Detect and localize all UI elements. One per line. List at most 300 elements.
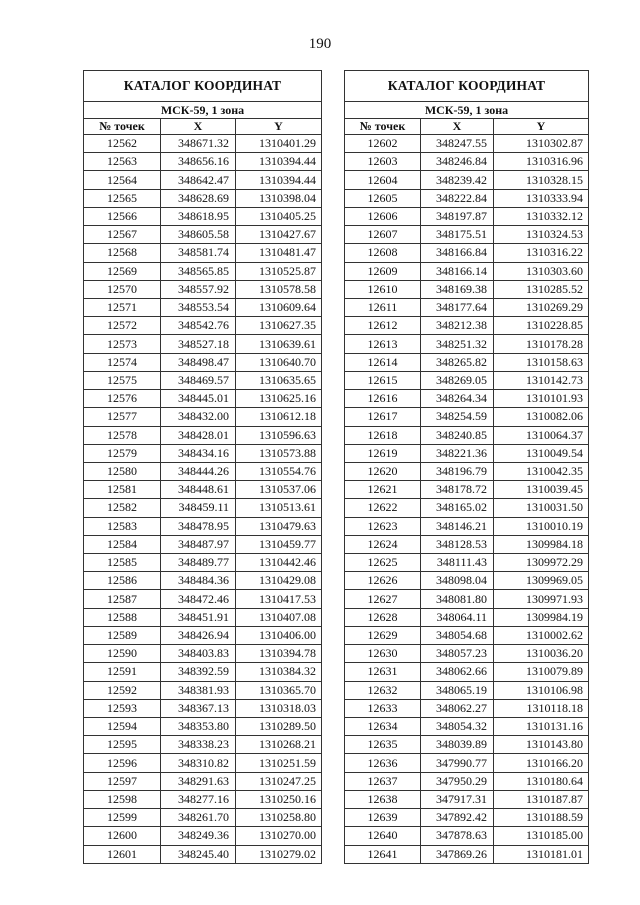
x-coordinate-cell: 348251.32 bbox=[421, 335, 494, 353]
x-coordinate-cell: 348469.57 bbox=[161, 371, 236, 389]
y-coordinate-cell: 1310525.87 bbox=[236, 262, 322, 280]
y-coordinate-cell: 1310079.89 bbox=[494, 663, 589, 681]
x-coordinate-cell: 348445.01 bbox=[161, 390, 236, 408]
table-row bbox=[345, 298, 589, 316]
point-number-cell: 12641 bbox=[345, 845, 421, 863]
x-coordinate-cell: 348177.64 bbox=[421, 298, 494, 316]
point-number-cell: 12621 bbox=[345, 481, 421, 499]
y-coordinate-cell: 1309984.18 bbox=[494, 535, 589, 553]
y-coordinate-cell: 1309971.93 bbox=[494, 590, 589, 608]
point-number-cell: 12589 bbox=[84, 626, 161, 644]
point-number-cell: 12574 bbox=[84, 353, 161, 371]
table-row bbox=[84, 335, 322, 353]
table-row bbox=[84, 681, 322, 699]
x-coordinate-cell: 348249.36 bbox=[161, 827, 236, 845]
table-row bbox=[84, 135, 322, 153]
point-number-cell: 12617 bbox=[345, 408, 421, 426]
y-coordinate-cell: 1310166.20 bbox=[494, 754, 589, 772]
x-coordinate-cell: 348165.02 bbox=[421, 499, 494, 517]
table-row bbox=[345, 790, 589, 808]
y-coordinate-cell: 1310384.32 bbox=[236, 663, 322, 681]
x-coordinate-cell: 348489.77 bbox=[161, 554, 236, 572]
table-row bbox=[84, 499, 322, 517]
table-row bbox=[345, 554, 589, 572]
table-row bbox=[84, 845, 322, 863]
y-coordinate-cell: 1310082.06 bbox=[494, 408, 589, 426]
y-coordinate-cell: 1310268.21 bbox=[236, 736, 322, 754]
x-coordinate-cell: 348169.38 bbox=[421, 280, 494, 298]
point-number-cell: 12577 bbox=[84, 408, 161, 426]
point-number-cell: 12619 bbox=[345, 444, 421, 462]
y-coordinate-cell: 1310251.59 bbox=[236, 754, 322, 772]
point-number-cell: 12566 bbox=[84, 207, 161, 225]
table-row bbox=[345, 335, 589, 353]
coordinate-system-label: МСК-59, 1 зона bbox=[345, 102, 589, 119]
point-number-cell: 12582 bbox=[84, 499, 161, 517]
y-coordinate-cell: 1310250.16 bbox=[236, 790, 322, 808]
point-number-cell: 12575 bbox=[84, 371, 161, 389]
x-coordinate-cell: 348277.16 bbox=[161, 790, 236, 808]
point-number-cell: 12628 bbox=[345, 608, 421, 626]
y-coordinate-cell: 1310158.63 bbox=[494, 353, 589, 371]
x-coordinate-cell: 348057.23 bbox=[421, 645, 494, 663]
point-number-cell: 12632 bbox=[345, 681, 421, 699]
table-row bbox=[345, 444, 589, 462]
point-number-cell: 12608 bbox=[345, 244, 421, 262]
point-number-cell: 12599 bbox=[84, 809, 161, 827]
y-coordinate-cell: 1310178.28 bbox=[494, 335, 589, 353]
y-coordinate-cell: 1310042.35 bbox=[494, 462, 589, 480]
table-row bbox=[345, 754, 589, 772]
y-coordinate-cell: 1310142.73 bbox=[494, 371, 589, 389]
point-number-cell: 12634 bbox=[345, 718, 421, 736]
point-number-cell: 12629 bbox=[345, 626, 421, 644]
point-number-cell: 12568 bbox=[84, 244, 161, 262]
x-coordinate-cell: 348381.93 bbox=[161, 681, 236, 699]
x-coordinate-cell: 348261.70 bbox=[161, 809, 236, 827]
y-coordinate-cell: 1310279.02 bbox=[236, 845, 322, 863]
table-row bbox=[84, 663, 322, 681]
y-coordinate-cell: 1310010.19 bbox=[494, 517, 589, 535]
x-coordinate-cell: 348039.89 bbox=[421, 736, 494, 754]
table-row bbox=[84, 426, 322, 444]
point-number-cell: 12588 bbox=[84, 608, 161, 626]
x-coordinate-cell: 348542.76 bbox=[161, 317, 236, 335]
x-coordinate-cell: 348197.87 bbox=[421, 207, 494, 225]
y-coordinate-cell: 1310573.88 bbox=[236, 444, 322, 462]
catalog-body bbox=[84, 135, 322, 864]
x-coordinate-cell: 348269.05 bbox=[421, 371, 494, 389]
x-coordinate-cell: 348618.95 bbox=[161, 207, 236, 225]
x-coordinate-cell: 348175.51 bbox=[421, 226, 494, 244]
point-number-cell: 12615 bbox=[345, 371, 421, 389]
y-coordinate-cell: 1310289.50 bbox=[236, 718, 322, 736]
x-coordinate-cell: 348239.42 bbox=[421, 171, 494, 189]
y-coordinate-cell: 1310269.29 bbox=[494, 298, 589, 316]
y-coordinate-cell: 1310537.06 bbox=[236, 481, 322, 499]
x-coordinate-cell: 348240.85 bbox=[421, 426, 494, 444]
table-row bbox=[345, 189, 589, 207]
table-row bbox=[345, 718, 589, 736]
point-number-cell: 12564 bbox=[84, 171, 161, 189]
y-coordinate-cell: 1310333.94 bbox=[494, 189, 589, 207]
x-coordinate-cell: 348212.38 bbox=[421, 317, 494, 335]
column-header-point-number: № точек bbox=[345, 119, 421, 135]
x-coordinate-cell: 348245.40 bbox=[161, 845, 236, 863]
point-number-cell: 12573 bbox=[84, 335, 161, 353]
column-header-x: X bbox=[161, 119, 236, 135]
table-row bbox=[84, 280, 322, 298]
x-coordinate-cell: 348484.36 bbox=[161, 572, 236, 590]
table-row bbox=[84, 790, 322, 808]
x-coordinate-cell: 348062.27 bbox=[421, 699, 494, 717]
point-number-cell: 12584 bbox=[84, 535, 161, 553]
table-row bbox=[345, 499, 589, 517]
point-number-cell: 12627 bbox=[345, 590, 421, 608]
y-coordinate-cell: 1310316.22 bbox=[494, 244, 589, 262]
x-coordinate-cell: 348338.23 bbox=[161, 736, 236, 754]
table-row bbox=[345, 153, 589, 171]
y-coordinate-cell: 1310181.01 bbox=[494, 845, 589, 863]
y-coordinate-cell: 1310625.16 bbox=[236, 390, 322, 408]
point-number-cell: 12603 bbox=[345, 153, 421, 171]
y-coordinate-cell: 1310459.77 bbox=[236, 535, 322, 553]
table-row bbox=[345, 317, 589, 335]
table-row bbox=[84, 444, 322, 462]
point-number-cell: 12581 bbox=[84, 481, 161, 499]
x-coordinate-cell: 348671.32 bbox=[161, 135, 236, 153]
point-number-cell: 12594 bbox=[84, 718, 161, 736]
point-number-cell: 12609 bbox=[345, 262, 421, 280]
point-number-cell: 12611 bbox=[345, 298, 421, 316]
point-number-cell: 12636 bbox=[345, 754, 421, 772]
table-row bbox=[345, 517, 589, 535]
table-row bbox=[84, 317, 322, 335]
x-coordinate-cell: 348062.66 bbox=[421, 663, 494, 681]
y-coordinate-cell: 1310627.35 bbox=[236, 317, 322, 335]
table-row bbox=[84, 608, 322, 626]
y-coordinate-cell: 1310405.25 bbox=[236, 207, 322, 225]
table-row bbox=[84, 590, 322, 608]
x-coordinate-cell: 348426.94 bbox=[161, 626, 236, 644]
y-coordinate-cell: 1310513.61 bbox=[236, 499, 322, 517]
x-coordinate-cell: 347878.63 bbox=[421, 827, 494, 845]
point-number-cell: 12623 bbox=[345, 517, 421, 535]
point-number-cell: 12570 bbox=[84, 280, 161, 298]
table-row bbox=[84, 481, 322, 499]
x-coordinate-cell: 348451.91 bbox=[161, 608, 236, 626]
y-coordinate-cell: 1310185.00 bbox=[494, 827, 589, 845]
point-number-cell: 12578 bbox=[84, 426, 161, 444]
y-coordinate-cell: 1310394.44 bbox=[236, 171, 322, 189]
table-row bbox=[84, 153, 322, 171]
point-number-cell: 12580 bbox=[84, 462, 161, 480]
point-number-cell: 12605 bbox=[345, 189, 421, 207]
x-coordinate-cell: 348642.47 bbox=[161, 171, 236, 189]
point-number-cell: 12633 bbox=[345, 699, 421, 717]
y-coordinate-cell: 1310031.50 bbox=[494, 499, 589, 517]
table-row bbox=[84, 390, 322, 408]
y-coordinate-cell: 1310285.52 bbox=[494, 280, 589, 298]
x-coordinate-cell: 348264.34 bbox=[421, 390, 494, 408]
x-coordinate-cell: 348146.21 bbox=[421, 517, 494, 535]
x-coordinate-cell: 348432.00 bbox=[161, 408, 236, 426]
x-coordinate-cell: 348628.69 bbox=[161, 189, 236, 207]
y-coordinate-cell: 1310479.63 bbox=[236, 517, 322, 535]
y-coordinate-cell: 1310407.08 bbox=[236, 608, 322, 626]
table-row bbox=[345, 390, 589, 408]
y-coordinate-cell: 1310401.29 bbox=[236, 135, 322, 153]
point-number-cell: 12616 bbox=[345, 390, 421, 408]
table-row bbox=[345, 462, 589, 480]
x-coordinate-cell: 348310.82 bbox=[161, 754, 236, 772]
y-coordinate-cell: 1310101.93 bbox=[494, 390, 589, 408]
table-row bbox=[84, 699, 322, 717]
point-number-cell: 12612 bbox=[345, 317, 421, 335]
x-coordinate-cell: 348196.79 bbox=[421, 462, 494, 480]
point-number-cell: 12583 bbox=[84, 517, 161, 535]
point-number-cell: 12597 bbox=[84, 772, 161, 790]
column-header-point-number: № точек bbox=[84, 119, 161, 135]
table-row bbox=[345, 681, 589, 699]
y-coordinate-cell: 1310036.20 bbox=[494, 645, 589, 663]
y-coordinate-cell: 1310612.18 bbox=[236, 408, 322, 426]
x-coordinate-cell: 348098.04 bbox=[421, 572, 494, 590]
coordinate-system-label: МСК-59, 1 зона bbox=[84, 102, 322, 119]
x-coordinate-cell: 348392.59 bbox=[161, 663, 236, 681]
table-row bbox=[345, 280, 589, 298]
x-coordinate-cell: 348111.43 bbox=[421, 554, 494, 572]
y-coordinate-cell: 1310578.58 bbox=[236, 280, 322, 298]
table-row bbox=[84, 189, 322, 207]
table-row bbox=[345, 845, 589, 863]
x-coordinate-cell: 348247.55 bbox=[421, 135, 494, 153]
point-number-cell: 12590 bbox=[84, 645, 161, 663]
x-coordinate-cell: 348254.59 bbox=[421, 408, 494, 426]
point-number-cell: 12630 bbox=[345, 645, 421, 663]
table-row bbox=[84, 554, 322, 572]
table-row bbox=[84, 754, 322, 772]
point-number-cell: 12604 bbox=[345, 171, 421, 189]
table-row bbox=[84, 772, 322, 790]
table-row bbox=[345, 226, 589, 244]
table-row bbox=[345, 535, 589, 553]
table-row bbox=[84, 262, 322, 280]
point-number-cell: 12624 bbox=[345, 535, 421, 553]
table-row bbox=[345, 171, 589, 189]
x-coordinate-cell: 348656.16 bbox=[161, 153, 236, 171]
table-row bbox=[345, 481, 589, 499]
y-coordinate-cell: 1310106.98 bbox=[494, 681, 589, 699]
x-coordinate-cell: 348065.19 bbox=[421, 681, 494, 699]
point-number-cell: 12563 bbox=[84, 153, 161, 171]
coordinate-catalog-right bbox=[344, 70, 589, 864]
y-coordinate-cell: 1310324.53 bbox=[494, 226, 589, 244]
point-number-cell: 12571 bbox=[84, 298, 161, 316]
table-row bbox=[345, 608, 589, 626]
point-number-cell: 12576 bbox=[84, 390, 161, 408]
y-coordinate-cell: 1310258.80 bbox=[236, 809, 322, 827]
point-number-cell: 12610 bbox=[345, 280, 421, 298]
table-row bbox=[84, 462, 322, 480]
point-number-cell: 12635 bbox=[345, 736, 421, 754]
y-coordinate-cell: 1310429.08 bbox=[236, 572, 322, 590]
x-coordinate-cell: 348054.32 bbox=[421, 718, 494, 736]
point-number-cell: 12587 bbox=[84, 590, 161, 608]
point-number-cell: 12596 bbox=[84, 754, 161, 772]
y-coordinate-cell: 1310398.04 bbox=[236, 189, 322, 207]
point-number-cell: 12614 bbox=[345, 353, 421, 371]
table-row bbox=[345, 699, 589, 717]
point-number-cell: 12595 bbox=[84, 736, 161, 754]
y-coordinate-cell: 1310270.00 bbox=[236, 827, 322, 845]
y-coordinate-cell: 1310180.64 bbox=[494, 772, 589, 790]
y-coordinate-cell: 1309972.29 bbox=[494, 554, 589, 572]
y-coordinate-cell: 1310365.70 bbox=[236, 681, 322, 699]
y-coordinate-cell: 1310039.45 bbox=[494, 481, 589, 499]
x-coordinate-cell: 348581.74 bbox=[161, 244, 236, 262]
y-coordinate-cell: 1310302.87 bbox=[494, 135, 589, 153]
table-row bbox=[84, 827, 322, 845]
table-row bbox=[84, 207, 322, 225]
point-number-cell: 12565 bbox=[84, 189, 161, 207]
table-row bbox=[84, 171, 322, 189]
table-row bbox=[345, 207, 589, 225]
table-row bbox=[345, 426, 589, 444]
point-number-cell: 12600 bbox=[84, 827, 161, 845]
catalog-title: КАТАЛОГ КООРДИНАТ bbox=[345, 71, 589, 102]
x-coordinate-cell: 348291.63 bbox=[161, 772, 236, 790]
table-row bbox=[84, 645, 322, 663]
y-coordinate-cell: 1310332.12 bbox=[494, 207, 589, 225]
x-coordinate-cell: 348448.61 bbox=[161, 481, 236, 499]
point-number-cell: 12601 bbox=[84, 845, 161, 863]
x-coordinate-cell: 348605.58 bbox=[161, 226, 236, 244]
page-number: 190 bbox=[308, 36, 332, 52]
x-coordinate-cell: 348487.97 bbox=[161, 535, 236, 553]
x-coordinate-cell: 347892.42 bbox=[421, 809, 494, 827]
y-coordinate-cell: 1310002.62 bbox=[494, 626, 589, 644]
x-coordinate-cell: 348265.82 bbox=[421, 353, 494, 371]
y-coordinate-cell: 1310247.25 bbox=[236, 772, 322, 790]
x-coordinate-cell: 348434.16 bbox=[161, 444, 236, 462]
table-row bbox=[345, 809, 589, 827]
x-coordinate-cell: 348367.13 bbox=[161, 699, 236, 717]
x-coordinate-cell: 348472.46 bbox=[161, 590, 236, 608]
point-number-cell: 12637 bbox=[345, 772, 421, 790]
y-coordinate-cell: 1310417.53 bbox=[236, 590, 322, 608]
table-row bbox=[84, 736, 322, 754]
coordinate-catalog-left bbox=[83, 70, 322, 864]
point-number-cell: 12626 bbox=[345, 572, 421, 590]
x-coordinate-cell: 348403.83 bbox=[161, 645, 236, 663]
x-coordinate-cell: 348178.72 bbox=[421, 481, 494, 499]
y-coordinate-cell: 1310316.96 bbox=[494, 153, 589, 171]
y-coordinate-cell: 1310064.37 bbox=[494, 426, 589, 444]
y-coordinate-cell: 1310639.61 bbox=[236, 335, 322, 353]
point-number-cell: 12625 bbox=[345, 554, 421, 572]
point-number-cell: 12602 bbox=[345, 135, 421, 153]
y-coordinate-cell: 1310049.54 bbox=[494, 444, 589, 462]
table-row bbox=[345, 572, 589, 590]
point-number-cell: 12638 bbox=[345, 790, 421, 808]
y-coordinate-cell: 1310640.70 bbox=[236, 353, 322, 371]
x-coordinate-cell: 348557.92 bbox=[161, 280, 236, 298]
x-coordinate-cell: 348553.54 bbox=[161, 298, 236, 316]
table-row bbox=[345, 626, 589, 644]
point-number-cell: 12613 bbox=[345, 335, 421, 353]
x-coordinate-cell: 348498.47 bbox=[161, 353, 236, 371]
x-coordinate-cell: 348565.85 bbox=[161, 262, 236, 280]
x-coordinate-cell: 348221.36 bbox=[421, 444, 494, 462]
point-number-cell: 12569 bbox=[84, 262, 161, 280]
x-coordinate-cell: 348064.11 bbox=[421, 608, 494, 626]
y-coordinate-cell: 1310303.60 bbox=[494, 262, 589, 280]
table-row bbox=[345, 827, 589, 845]
point-number-cell: 12562 bbox=[84, 135, 161, 153]
x-coordinate-cell: 348054.68 bbox=[421, 626, 494, 644]
table-row bbox=[84, 535, 322, 553]
table-row bbox=[84, 809, 322, 827]
point-number-cell: 12631 bbox=[345, 663, 421, 681]
point-number-cell: 12592 bbox=[84, 681, 161, 699]
y-coordinate-cell: 1309984.19 bbox=[494, 608, 589, 626]
y-coordinate-cell: 1310554.76 bbox=[236, 462, 322, 480]
x-coordinate-cell: 348478.95 bbox=[161, 517, 236, 535]
x-coordinate-cell: 347869.26 bbox=[421, 845, 494, 863]
y-coordinate-cell: 1310318.03 bbox=[236, 699, 322, 717]
x-coordinate-cell: 348128.53 bbox=[421, 535, 494, 553]
point-number-cell: 12620 bbox=[345, 462, 421, 480]
point-number-cell: 12585 bbox=[84, 554, 161, 572]
x-coordinate-cell: 348246.84 bbox=[421, 153, 494, 171]
y-coordinate-cell: 1310406.00 bbox=[236, 626, 322, 644]
column-header-x: X bbox=[421, 119, 494, 135]
x-coordinate-cell: 348222.84 bbox=[421, 189, 494, 207]
y-coordinate-cell: 1310143.80 bbox=[494, 736, 589, 754]
table-row bbox=[84, 353, 322, 371]
table-row bbox=[345, 590, 589, 608]
table-row bbox=[345, 663, 589, 681]
table-row bbox=[345, 736, 589, 754]
y-coordinate-cell: 1310328.15 bbox=[494, 171, 589, 189]
column-header-y: Y bbox=[236, 119, 322, 135]
point-number-cell: 12579 bbox=[84, 444, 161, 462]
table-row bbox=[345, 371, 589, 389]
table-row bbox=[345, 408, 589, 426]
y-coordinate-cell: 1310427.67 bbox=[236, 226, 322, 244]
y-coordinate-cell: 1310187.87 bbox=[494, 790, 589, 808]
point-number-cell: 12618 bbox=[345, 426, 421, 444]
y-coordinate-cell: 1310481.47 bbox=[236, 244, 322, 262]
table-row bbox=[345, 645, 589, 663]
table-row bbox=[84, 298, 322, 316]
point-number-cell: 12572 bbox=[84, 317, 161, 335]
x-coordinate-cell: 347950.29 bbox=[421, 772, 494, 790]
x-coordinate-cell: 347917.31 bbox=[421, 790, 494, 808]
x-coordinate-cell: 348353.80 bbox=[161, 718, 236, 736]
y-coordinate-cell: 1310596.63 bbox=[236, 426, 322, 444]
x-coordinate-cell: 347990.77 bbox=[421, 754, 494, 772]
point-number-cell: 12598 bbox=[84, 790, 161, 808]
y-coordinate-cell: 1310228.85 bbox=[494, 317, 589, 335]
point-number-cell: 12640 bbox=[345, 827, 421, 845]
table-row bbox=[345, 353, 589, 371]
table-row bbox=[84, 371, 322, 389]
table-row bbox=[345, 244, 589, 262]
table-row bbox=[345, 772, 589, 790]
table-row bbox=[345, 262, 589, 280]
